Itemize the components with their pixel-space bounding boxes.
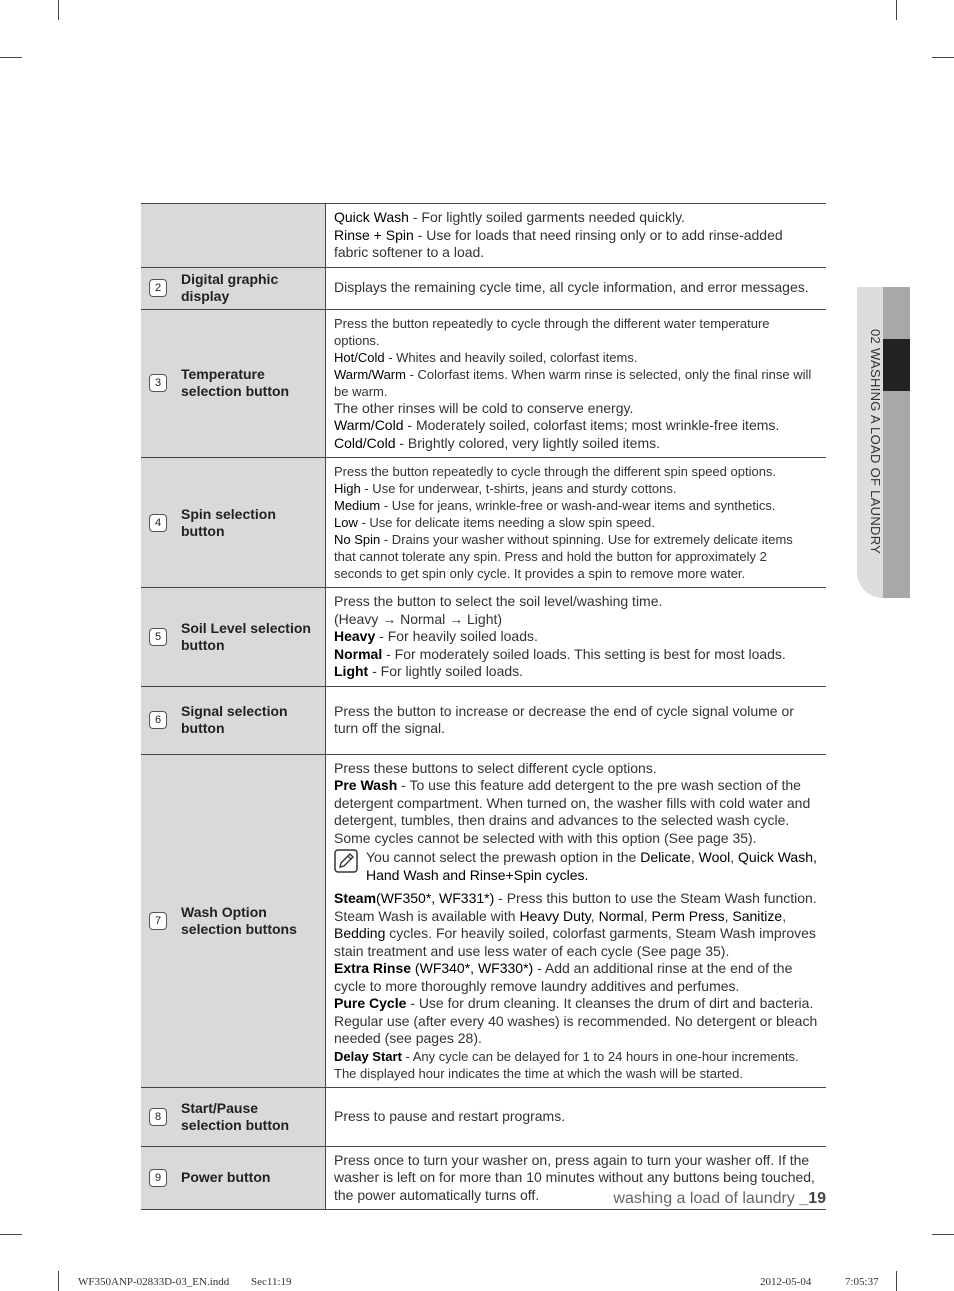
item-number-badge: 3 [149, 374, 167, 392]
plain-text: - For lightly soiled loads. [368, 663, 524, 679]
term-text: Pure Cycle [334, 995, 407, 1011]
row-description-cell [326, 267, 827, 309]
item-number-badge: 6 [149, 711, 167, 729]
term-text: Heavy [334, 628, 376, 644]
row-label-cell [141, 1087, 326, 1146]
item-label: Digital graphic display [181, 271, 279, 304]
plain-text: The other rinses will be cold to conserve energy. [334, 399, 634, 416]
plain-text: , [730, 849, 739, 865]
description-line [334, 400, 818, 418]
plain-text: cycles. For heavily soiled, colorfast garments, Steam Wash improves stain treatment and use less water of each cycle (See page 35). [334, 925, 816, 959]
plain-text: - Use for loads that need rinsing only or to add rinse-added fabric softener to a load. [334, 226, 783, 260]
crop-mark [58, 1271, 59, 1291]
item-label: Wash Option selection buttons [181, 903, 297, 937]
term-text: Pre Wash [334, 777, 398, 793]
row-label-cell [141, 588, 326, 687]
side-tab-bar [883, 287, 910, 598]
description-line [334, 628, 818, 646]
plain-text: - Use for delicate items needing a slow spin speed. [357, 515, 655, 530]
description-line [334, 435, 818, 453]
term-text: Hot/Cold [334, 349, 385, 365]
table-row [141, 309, 826, 458]
plain-text: - Whites and heavily soiled, colorfast items. [384, 349, 638, 365]
item-label: Temperature selection button [181, 366, 290, 400]
row-description-cell [326, 754, 827, 1087]
plain-text: Press the button repeatedly to cycle through the different spin speed options. [334, 464, 777, 479]
print-section: Sec11:19 [251, 1276, 292, 1288]
row-label-cell [141, 458, 326, 588]
term-text: (WF350*, WF331*) [376, 890, 495, 906]
description-line [334, 1048, 818, 1082]
row-description-cell [326, 458, 827, 588]
row-label-cell [141, 754, 326, 1087]
plain-text: , [643, 907, 652, 924]
plain-text: , [782, 907, 787, 924]
term-text: Extra Rinse [334, 960, 412, 976]
plain-text: Displays the remaining cycle time, all cycle information, and error messages. [334, 279, 809, 296]
plain-text: - Use for jeans, wrinkle-free or wash-and-wear items and synthetics. [380, 498, 776, 513]
row-label-cell [141, 1146, 326, 1210]
plain-text: - Add an additional rinse at the end of the cycle to more thoroughly remove laundry additives and perfumes. [334, 960, 793, 994]
description-line [334, 480, 818, 497]
row-description-cell [326, 309, 827, 458]
print-file: WF350ANP-02833D-03_EN.indd [78, 1276, 230, 1288]
description-line [334, 417, 818, 435]
description-line [334, 463, 818, 480]
item-label: Power button [181, 1169, 271, 1186]
description-line [334, 227, 818, 262]
term-text: Quick Wash, Hand Wash and Rinse+Spin cycles. [366, 849, 817, 883]
plain-text: Press these buttons to select different cycle options. [334, 759, 657, 776]
plain-text: - To use this feature add detergent to the pre wash section of the detergent compartment. When turned on, the washer fills with cold water and detergent, tumbles, then drains and advances to the selected wash cycle. Some cycles cannot be selected with with this option (See page 35). [334, 777, 811, 846]
term-text: No Spin [334, 532, 381, 547]
term-text: Warm/Warm [334, 366, 406, 382]
pencil-note-icon [334, 849, 358, 873]
plain-text: - For heavily soiled loads. [375, 628, 538, 644]
term-text: Warm/Cold [334, 417, 404, 433]
term-text: Sanitize [732, 907, 783, 924]
plain-text: Press the button to increase or decrease the end of cycle signal volume or turn off the signal. [334, 702, 794, 736]
side-tab-label: 02 WASHING A LOAD OF LAUNDRY [868, 329, 883, 555]
description-line [334, 531, 818, 582]
item-label: Soil Level selection button [181, 619, 311, 653]
plain-text: , [690, 849, 699, 865]
plain-text: - Drains your washer without spinning. Use for extremely delicate items that cannot tolerate any spin. Press and hold the button for approximately 2 seconds to get spin only cycle. It provides a spin to remove more water. [334, 532, 793, 581]
plain-text: - Use for drum cleaning. It cleanses the drum of dirt and bacteria. Regular use (after every 40 washes) is recommended. No detergent or bleach needed (see pages 28). [334, 995, 818, 1046]
description-line [334, 209, 818, 227]
description-line [334, 890, 818, 960]
row-description-cell [326, 588, 827, 687]
description-line [334, 593, 818, 611]
item-number-badge: 4 [149, 514, 167, 532]
plain-text: - For lightly soiled garments needed quickly. [408, 209, 685, 225]
description-line [334, 663, 818, 681]
chapter-side-tab [857, 287, 910, 598]
crop-mark [0, 57, 22, 58]
term-text: Quick Wash [334, 209, 409, 225]
table-row [141, 458, 826, 588]
table-row [141, 754, 826, 1087]
table-row [141, 204, 826, 268]
item-label: Start/Pause selection button [181, 1099, 290, 1133]
term-text: Wool [698, 849, 731, 865]
row-label-cell [141, 309, 326, 458]
plain-text: - Use for underwear, t-shirts, jeans and sturdy cottons. [360, 481, 677, 496]
description-line [334, 279, 818, 297]
term-text: (WF340*, WF330*) [411, 960, 534, 976]
plain-text: , [724, 907, 733, 924]
plain-text: Press once to turn your washer on, press again to turn your washer off. If the washer is left on for more than 10 minutes without any buttons being touched, the power automatically turns off. [334, 1151, 815, 1203]
term-text: Perm Press [651, 907, 725, 924]
table-row [141, 1087, 826, 1146]
table-row [141, 686, 826, 754]
term-text: Medium [334, 498, 381, 513]
description-line [334, 349, 818, 366]
description-line [334, 611, 818, 629]
row-label-cell [141, 204, 326, 268]
crop-mark [932, 1234, 954, 1235]
plain-text: - Brightly colored, very lightly soiled items. [395, 434, 661, 451]
crop-mark [0, 1234, 22, 1235]
row-label-cell [141, 686, 326, 754]
plain-text: Press the button repeatedly to cycle through the different water temperature options. [334, 315, 770, 348]
description-line [334, 315, 818, 349]
description-line [334, 646, 818, 664]
plain-text: - Any cycle can be delayed for 1 to 24 hours in one-hour increments. The displayed hour indicates the time at which the wash will be started. [334, 1048, 799, 1081]
item-number-badge: 2 [149, 279, 167, 297]
row-description-cell [326, 1087, 827, 1146]
plain-text: You cannot select the prewash option in the [366, 849, 641, 865]
side-tab-marker [883, 339, 910, 391]
page-footer [613, 1190, 826, 1208]
plain-text: - Colorfast items. When warm rinse is selected, only the final rinse will be warm. [334, 366, 812, 399]
table-row [141, 267, 826, 309]
page-number: _19 [799, 1190, 826, 1207]
item-number-badge: 5 [149, 628, 167, 646]
table-row [141, 588, 826, 687]
print-time: 7:05:37 [845, 1276, 879, 1288]
print-info [78, 1276, 882, 1290]
item-label: Signal selection button [181, 703, 288, 736]
term-text: Low [334, 515, 358, 530]
description-line [334, 514, 818, 531]
term-text: Normal [334, 645, 383, 662]
item-number-badge: 7 [149, 912, 167, 930]
row-label-cell [141, 267, 326, 309]
term-text: Cold/Cold [334, 434, 396, 451]
row-description-cell [326, 204, 827, 268]
plain-text: - Moderately soiled, colorfast items; most wrinkle-free items. [403, 417, 780, 433]
crop-mark [896, 0, 897, 20]
plain-text: Press to pause and restart programs. [334, 1107, 566, 1124]
term-text: Light [334, 663, 369, 679]
description-line [334, 366, 818, 400]
description-line [334, 960, 818, 995]
term-text: Delay Start [334, 1048, 402, 1064]
plain-text: - For moderately soiled loads. This setting is best for most loads. [382, 645, 786, 662]
term-text: Steam [334, 890, 377, 906]
item-number-badge: 8 [149, 1108, 167, 1126]
note-box [334, 849, 818, 884]
description-line [334, 1108, 818, 1126]
plain-text: (Heavy → Normal → Light) [334, 610, 503, 627]
footer-section: washing a load of laundry [613, 1190, 795, 1207]
plain-text: Press the button to select the soil level/washing time. [334, 593, 663, 609]
term-text: Heavy Duty [519, 907, 591, 924]
plain-text: , [590, 907, 599, 924]
crop-mark [932, 57, 954, 58]
crop-mark [896, 1271, 897, 1291]
item-label: Spin selection button [181, 505, 276, 539]
term-text: Bedding [334, 925, 386, 941]
description-line [334, 760, 818, 778]
description-line [334, 497, 818, 514]
term-text: Rinse + Spin [334, 226, 414, 243]
description-line [334, 703, 818, 738]
term-text: High [334, 481, 361, 496]
term-text: Normal [598, 907, 644, 924]
description-line [334, 777, 818, 847]
row-description-cell [326, 686, 827, 754]
crop-mark [58, 0, 59, 20]
item-number-badge: 9 [149, 1169, 167, 1187]
term-text: Delicate [640, 849, 691, 865]
description-line [334, 995, 818, 1048]
plain-text: - Press this button to use the Steam Wash function. Steam Wash is available with [334, 890, 817, 924]
print-date: 2012-05-04 [760, 1276, 812, 1288]
control-panel-table [141, 203, 826, 1210]
